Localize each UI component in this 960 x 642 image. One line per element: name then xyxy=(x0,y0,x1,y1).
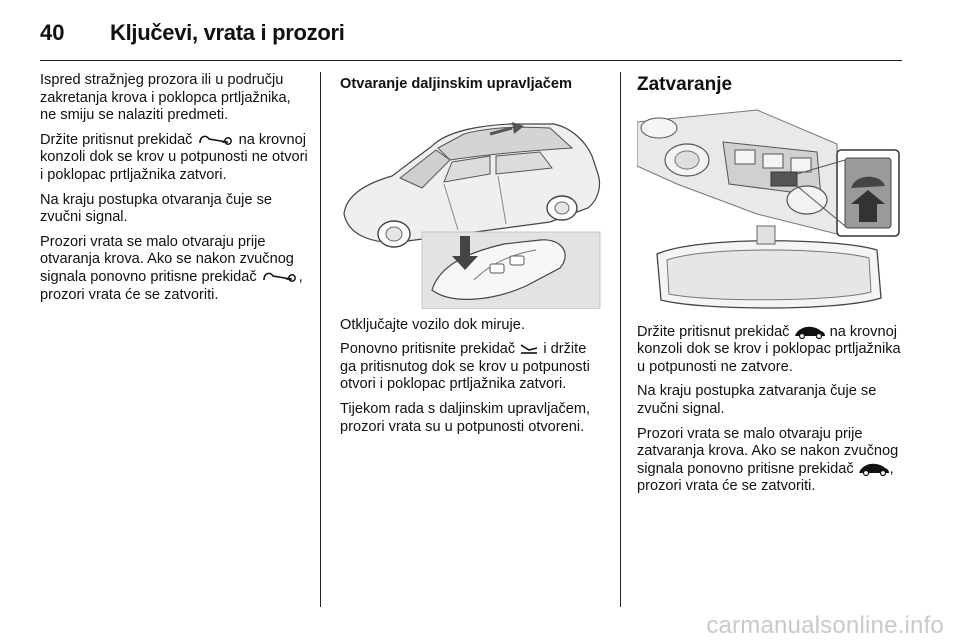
roof-console-illustration xyxy=(637,104,901,314)
paragraph: Na kraju postupka zatvaranja čuje se zvučni signal. xyxy=(637,383,877,417)
roof-close-icon xyxy=(858,462,890,476)
column-1 xyxy=(40,72,308,311)
paragraph: Prozori vrata se malo otvaraju prije otvaranja krova. Ako se nakon zvučnog signala ponovno pritisne prekidač , prozori vrata će se zatvoriti. xyxy=(40,233,303,303)
paragraph: Ponovno pritisnite prekidač i držite ga pritisnutog dok se krov u potpunosti otvori i poklopac prtljažnika zatvori. xyxy=(340,341,590,393)
header-rule xyxy=(40,60,902,61)
page-number: 40 xyxy=(40,20,65,45)
column-3 xyxy=(637,72,905,503)
column-divider-2 xyxy=(620,72,621,607)
section-subheading: Otvaranje daljinskim upravljačem xyxy=(340,76,572,92)
paragraph: Na kraju postupka otvaranja čuje se zvučni signal. xyxy=(40,191,273,226)
page-header xyxy=(40,16,345,50)
column-2 xyxy=(340,72,604,443)
paragraph: Držite pritisnut prekidač na krovnoj konzoli dok se krov i poklopac prtljažnika u potpunosti ne zatvore. xyxy=(637,323,901,375)
section-heading: Zatvaranje xyxy=(637,74,733,95)
roof-open-icon xyxy=(261,270,299,284)
page-title: Ključevi, vrata i prozori xyxy=(110,20,345,45)
remote-unlock-icon xyxy=(519,342,539,356)
roof-open-icon xyxy=(197,133,235,147)
car-remote-illustration xyxy=(340,104,604,309)
paragraph: Tijekom rada s daljinskim upravljačem, prozori vrata su u potpunosti otvoreni. xyxy=(340,400,591,435)
paragraph: Prozori vrata se malo otvaraju prije zatvaranja krova. Ako se nakon zvučnog signala ponovno pritisne prekidač , prozori vrata će se zatvoriti. xyxy=(637,425,899,495)
paragraph: Otključajte vozilo dok miruje. xyxy=(340,316,525,333)
watermark: carmanualsonline.info xyxy=(706,612,944,639)
roof-close-icon xyxy=(794,325,826,339)
paragraph: Ispred stražnjeg prozora ili u području zakretanja krova i poklopca prtljažnika, ne smiju se nalaziti predmeti. xyxy=(40,72,291,124)
paragraph: Držite pritisnut prekidač na krovnoj konzoli dok se krov u potpunosti ne otvori i poklopac prtljažnika zatvori. xyxy=(40,131,308,183)
column-divider-1 xyxy=(320,72,321,607)
